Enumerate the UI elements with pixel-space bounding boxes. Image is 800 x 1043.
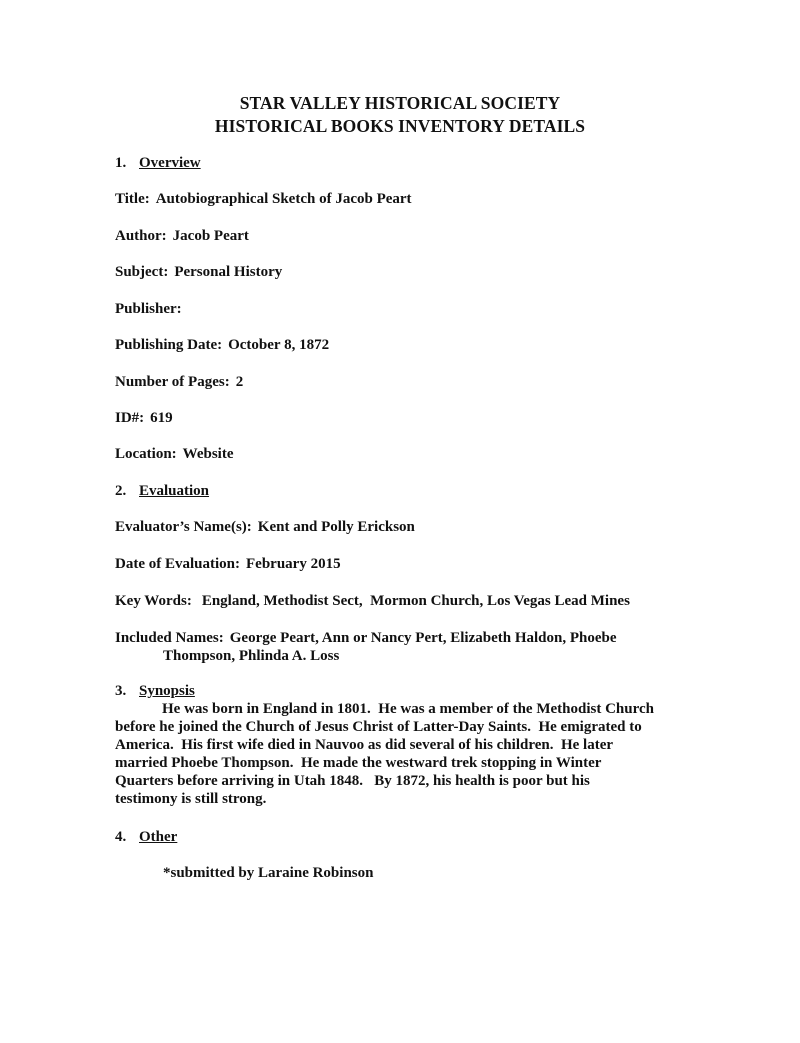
field-number-of-pages [115,373,243,391]
header-inventory: HISTORICAL BOOKS INVENTORY DETAILS [214,116,586,136]
field-value: Kent and Polly Erickson [257,519,415,535]
synopsis-line: married Phoebe Thompson. He made the westward trek stopping in Winter [115,755,602,771]
field-label: Location: [115,446,177,462]
header-society: STAR VALLEY HISTORICAL SOCIETY [239,93,561,113]
field-label: Subject: [115,264,169,280]
field-label: Key Words: [115,593,192,609]
section-overview-heading [115,154,201,172]
synopsis-line: testimony is still strong. [115,791,267,807]
field-label: Publishing Date: [115,337,223,353]
field-value: 2 [235,374,244,390]
field-key-words [115,592,630,610]
field-publishing-date [115,336,329,354]
section-synopsis-heading [115,682,195,700]
section-number: 2. [115,483,127,499]
field-label: ID#: [115,410,145,426]
section-number: 1. [115,155,127,171]
field-included-names [115,629,617,647]
synopsis-line: before he joined the Church of Jesus Christ of Latter-Day Saints. He emigrated to [115,719,642,735]
field-publisher [115,300,188,318]
field-evaluator [115,518,415,536]
section-title: Other [139,829,178,845]
field-label: Evaluator’s Name(s): [115,519,252,535]
synopsis-line: America. His first wife died in Nauvoo as did several of his children. He later [115,737,614,753]
field-subject [115,263,282,281]
field-included-names-continued: Thompson, Phlinda A. Loss [163,648,340,664]
field-id [115,409,173,427]
document-header [0,92,800,138]
section-number: 4. [115,829,127,845]
field-value: October 8, 1872 [228,337,330,353]
field-value: February 2015 [246,556,341,572]
section-number: 3. [115,683,127,699]
submitted-by-note: *submitted by Laraine Robinson [163,865,374,881]
synopsis-line: Quarters before arriving in Utah 1848. By 1872, his health is poor but his [115,773,590,789]
field-label: Publisher: [115,301,182,317]
section-title: Evaluation [139,483,210,499]
synopsis-line: He was born in England in 1801. He was a member of the Methodist Church [162,701,654,717]
section-evaluation-heading [115,482,209,500]
section-title: Synopsis [139,683,195,699]
field-date-of-evaluation [115,555,341,573]
section-other-heading [115,828,177,846]
field-label: Title: [115,191,150,207]
field-label: Date of Evaluation: [115,556,240,572]
synopsis-paragraph [115,700,690,808]
field-value: George Peart, Ann or Nancy Pert, Elizabeth Haldon, Phoebe [229,630,617,646]
field-title [115,190,412,208]
field-label: Number of Pages: [115,374,230,390]
field-label: Included Names: [115,630,224,646]
field-value: Website [182,446,234,462]
field-author [115,227,249,245]
field-value: Autobiographical Sketch of Jacob Peart [155,191,412,207]
field-value: Jacob Peart [172,228,249,244]
field-value: England, Methodist Sect, Mormon Church, Los Vegas Lead Mines [201,593,630,609]
field-label: Author: [115,228,167,244]
field-value: Personal History [174,264,283,280]
field-value: 619 [150,410,173,426]
field-location [115,445,234,463]
section-title: Overview [139,155,201,171]
